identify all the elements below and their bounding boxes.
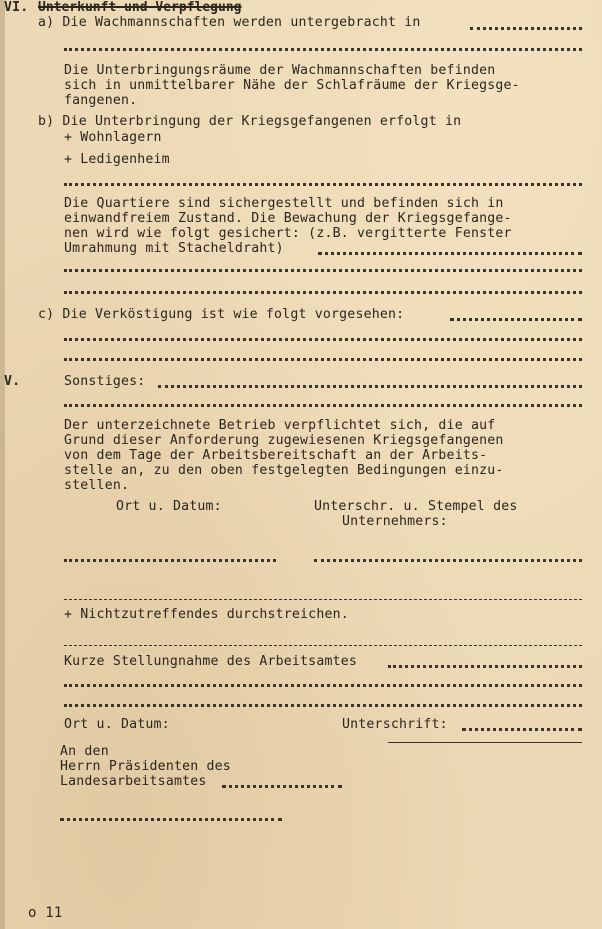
separator-line-1: [64, 599, 582, 600]
item-c-fill-line-3: [64, 358, 582, 361]
sonstiges-label: Sonstiges:: [64, 374, 146, 389]
company-place-date-label: Ort u. Datum:: [116, 499, 222, 514]
item-b-note-2: einwandfreiem Zustand. Die Bewachung der Kriegsgefange-: [64, 211, 512, 226]
arbeitsamt-statement-label: Kurze Stellungnahme des Arbeitsamtes: [64, 654, 358, 669]
address-line-2: Herrn Präsidenten des: [60, 759, 231, 774]
address-fill-line[interactable]: [222, 785, 342, 788]
section-vi-heading: Unterkunft und Verpflegung: [38, 0, 242, 15]
item-b-option-1: + Wohnlagern: [64, 130, 162, 145]
footnote: + Nichtzutreffendes durchstreichen.: [64, 607, 349, 622]
item-b-option-2: + Ledigenheim: [64, 152, 170, 167]
page-edge-shadow: [0, 0, 5, 929]
item-b-note-fill: [318, 252, 582, 255]
company-signature-label-1: Unterschr. u. Stempel des: [314, 499, 518, 514]
obligation-line-3: von dem Tage der Arbeitsbereitschaft an der Arbeits-: [64, 448, 488, 463]
item-a-fill-line-2: [64, 48, 582, 51]
arbeitsamt-place-date-label: Ort u. Datum:: [64, 717, 170, 732]
item-b-fill-line-2: [64, 269, 582, 272]
company-signature-label-2: Unternehmers:: [342, 514, 448, 529]
item-a-text: a) Die Wachmannschaften werden untergebracht in: [38, 15, 421, 30]
item-c-text: c) Die Verköstigung ist wie folgt vorgesehen:: [38, 307, 405, 322]
sonstiges-fill-line-2: [64, 404, 582, 407]
item-a-note-2: sich in unmittelbarer Nähe der Schlafräume der Kriegsge-: [64, 78, 520, 93]
item-b-text: b) Die Unterbringung der Kriegsgefangenen erfolgt in: [38, 114, 462, 129]
arbeitsamt-signature-field[interactable]: [462, 728, 582, 731]
item-c-fill-line: [450, 318, 582, 321]
address-line-1: An den: [60, 744, 109, 759]
address-line-3: Landesarbeitsamtes: [60, 774, 207, 789]
item-b-note-1: Die Quartiere sind sichergestellt und befinden sich in: [64, 196, 504, 211]
item-c-fill-line-2: [64, 338, 582, 341]
company-signature-field[interactable]: [314, 559, 582, 562]
separator-line-2: [64, 645, 582, 646]
obligation-line-5: stellen.: [64, 478, 130, 493]
item-b-note-3: nen wird wie folgt gesichert: (z.B. vergitterte Fenster: [64, 226, 512, 241]
section-vi-label: VI.: [4, 0, 29, 15]
item-b-fill-line-3: [64, 291, 582, 294]
item-b-fill-line: [64, 183, 582, 186]
item-a-note-3: fangenen.: [64, 93, 138, 108]
address-fill-line-2[interactable]: [60, 818, 282, 821]
sonstiges-fill-line: [158, 385, 582, 388]
obligation-line-1: Der unterzeichnete Betrieb verpflichtet sich, die auf: [64, 418, 496, 433]
arbeitsamt-signature-rule: [388, 742, 582, 743]
section-v-label: V.: [4, 374, 21, 389]
obligation-line-2: Grund dieser Anforderung zugewiesenen Kriegsgefangenen: [64, 433, 504, 448]
item-a-fill-line: [470, 27, 582, 30]
obligation-line-4: stelle an, zu den oben festgelegten Bedingungen einzu-: [64, 463, 504, 478]
arbeitsamt-statement-field-3[interactable]: [64, 704, 582, 707]
item-b-note-4: Umrahmung mit Stacheldraht): [64, 241, 284, 256]
arbeitsamt-statement-field-2[interactable]: [64, 684, 582, 687]
arbeitsamt-signature-label: Unterschrift:: [342, 717, 448, 732]
company-place-date-field[interactable]: [64, 559, 276, 562]
item-a-note-1: Die Unterbringungsräume der Wachmannschaften befinden: [64, 63, 496, 78]
arbeitsamt-statement-field[interactable]: [388, 665, 582, 668]
form-number: o 11: [28, 905, 63, 921]
